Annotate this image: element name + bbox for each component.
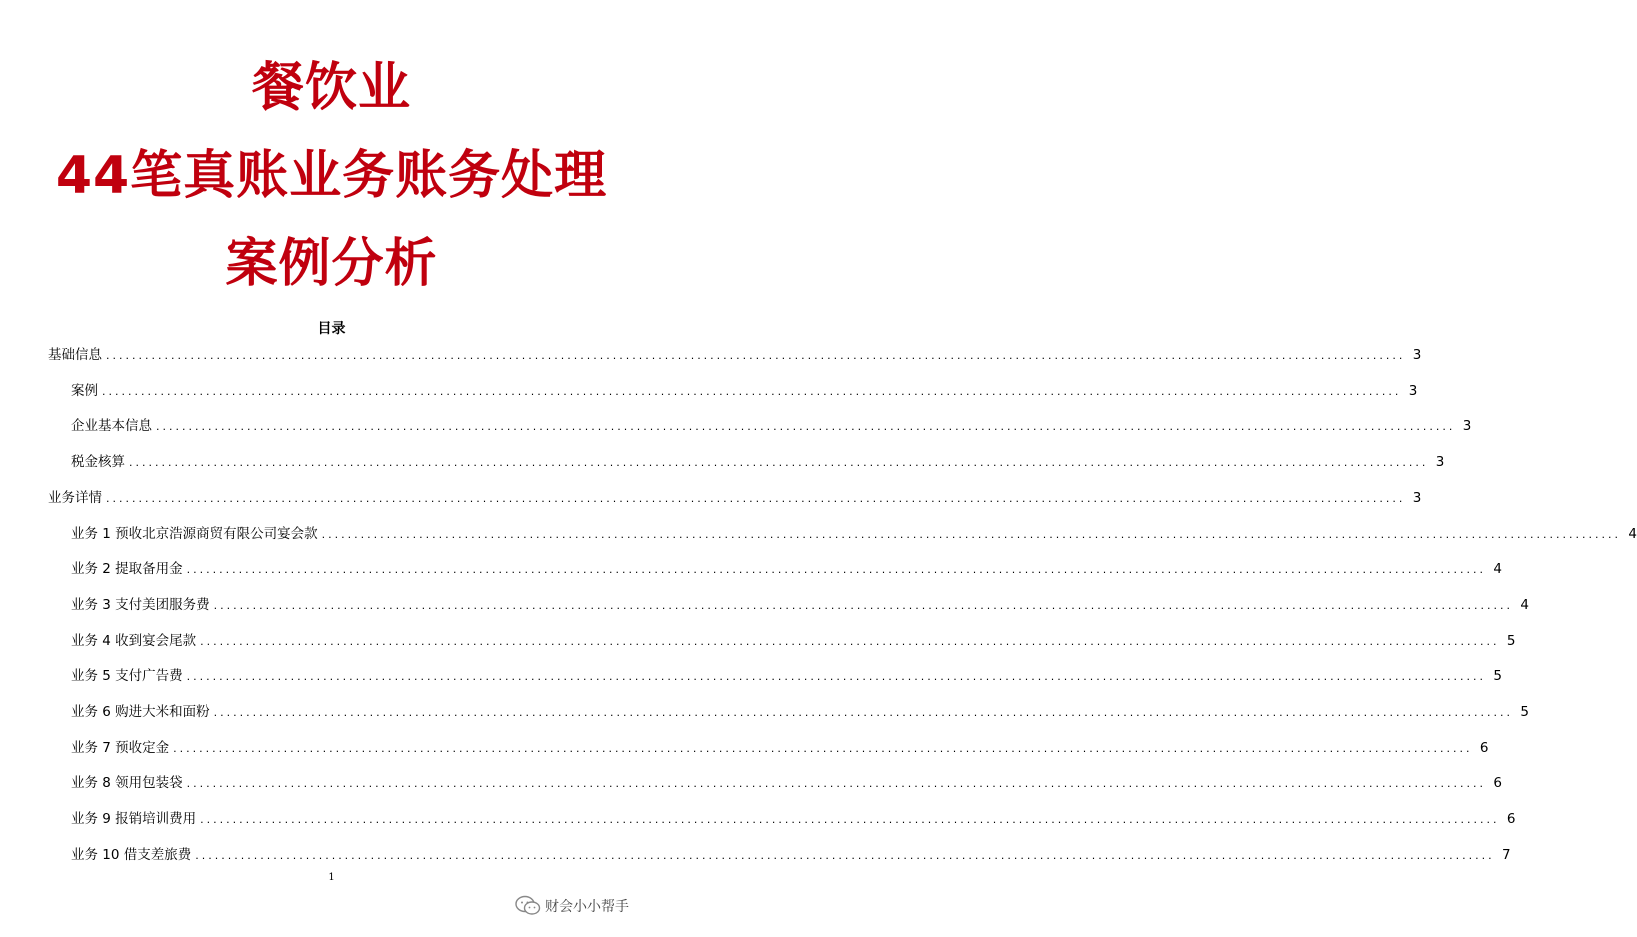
toc-entry-page: 3 bbox=[1408, 382, 1418, 399]
toc-entry-label: 业务 10 借支差旅费 bbox=[71, 846, 192, 863]
toc-leader-dots: ........................................................................................................................................................................................................ bbox=[200, 813, 1500, 827]
toc-entry-label: 企业基本信息 bbox=[71, 418, 152, 435]
watermark bbox=[515, 895, 629, 917]
toc-entry[interactable] bbox=[48, 488, 1422, 508]
toc-entry[interactable] bbox=[71, 666, 1502, 686]
toc-entry-label: 业务 9 报销培训费用 bbox=[71, 811, 197, 828]
title-line-2: 44笔真账业务账务处理 bbox=[55, 146, 608, 206]
toc-leader-dots: ........................................................................................................................................................................................................ bbox=[321, 527, 1621, 541]
toc-leader-dots: ........................................................................................................................................................................................................ bbox=[106, 349, 1406, 362]
toc-entry-page: 3 bbox=[1412, 489, 1422, 506]
toc-entry[interactable] bbox=[71, 738, 1489, 758]
toc-leader-dots: ........................................................................................................................................................................................................ bbox=[186, 670, 1486, 684]
toc-entry[interactable] bbox=[71, 773, 1502, 793]
toc-entry-page: 5 bbox=[1506, 632, 1516, 649]
toc-entry-label: 业务 3 支付美团服务费 bbox=[71, 596, 210, 613]
toc-entry-page: 6 bbox=[1493, 775, 1502, 792]
toc-entry-page: 4 bbox=[1520, 596, 1529, 613]
toc-entry-page: 3 bbox=[1412, 347, 1422, 363]
toc-entry-label: 基础信息 bbox=[48, 347, 102, 363]
toc-leader-dots: ........................................................................................................................................................................................................ bbox=[156, 420, 1456, 434]
toc-entry-page: 6 bbox=[1506, 811, 1516, 828]
toc-leader-dots: ........................................................................................................................................................................................................ bbox=[186, 777, 1486, 791]
toc-entry-page: 4 bbox=[1628, 525, 1637, 542]
toc-entry-page: 5 bbox=[1493, 668, 1502, 685]
toc-entry[interactable] bbox=[71, 845, 1511, 865]
toc-heading: 目录 bbox=[317, 321, 346, 337]
toc-entry[interactable] bbox=[71, 452, 1445, 472]
toc-entry-label: 业务 5 支付广告费 bbox=[71, 668, 183, 685]
toc-leader-dots: ........................................................................................................................................................................................................ bbox=[213, 598, 1513, 612]
toc-entry[interactable] bbox=[71, 809, 1516, 829]
toc-entry-label: 业务 7 预收定金 bbox=[71, 739, 170, 756]
toc-leader-dots: ........................................................................................................................................................................................................ bbox=[195, 848, 1495, 862]
watermark-text: 财会小小帮手 bbox=[545, 899, 629, 915]
toc-entry[interactable] bbox=[71, 702, 1529, 722]
toc-entry[interactable] bbox=[48, 345, 1422, 365]
toc-entry-label: 业务 1 预收北京浩源商贸有限公司宴会款 bbox=[71, 525, 318, 542]
toc-leader-dots: ........................................................................................................................................................................................................ bbox=[186, 563, 1486, 577]
page-number: 1 bbox=[328, 872, 335, 883]
wechat-icon bbox=[515, 895, 541, 917]
toc-leader-dots: ........................................................................................................................................................................................................ bbox=[173, 741, 1473, 755]
toc-entry-page: 4 bbox=[1493, 561, 1502, 578]
toc-leader-dots: ........................................................................................................................................................................................................ bbox=[106, 491, 1406, 505]
toc-entry[interactable] bbox=[71, 631, 1516, 651]
toc-entry-page: 6 bbox=[1479, 739, 1489, 756]
toc-entry-page: 3 bbox=[1435, 454, 1445, 471]
toc-entry-page: 7 bbox=[1502, 846, 1511, 863]
toc-entry[interactable] bbox=[71, 559, 1502, 579]
toc-entry-label: 案例 bbox=[71, 382, 98, 399]
toc-entry-label: 业务详情 bbox=[48, 489, 102, 506]
toc-leader-dots: ........................................................................................................................................................................................................ bbox=[129, 456, 1429, 470]
toc-entry[interactable] bbox=[71, 524, 1637, 544]
toc-leader-dots: ........................................................................................................................................................................................................ bbox=[200, 634, 1500, 648]
toc-entry[interactable] bbox=[71, 595, 1529, 615]
title-line-1: 餐饮业 bbox=[251, 58, 411, 118]
toc-entry-label: 税金核算 bbox=[71, 454, 125, 471]
toc-entry-label: 业务 2 提取备用金 bbox=[71, 561, 183, 578]
toc-entry[interactable] bbox=[71, 381, 1418, 401]
toc-entry-page: 3 bbox=[1462, 418, 1472, 435]
title-line-3: 案例分析 bbox=[225, 234, 438, 294]
toc-entry-label: 业务 8 领用包装袋 bbox=[71, 775, 183, 792]
toc-entry-page: 5 bbox=[1520, 704, 1529, 720]
toc-leader-dots: ........................................................................................................................................................................................................ bbox=[102, 384, 1402, 398]
toc-entry[interactable] bbox=[71, 416, 1472, 436]
toc-entry-label: 业务 6 购进大米和面粉 bbox=[71, 704, 210, 720]
toc-entry-label: 业务 4 收到宴会尾款 bbox=[71, 632, 197, 649]
toc-leader-dots: ........................................................................................................................................................................................................ bbox=[213, 706, 1513, 719]
